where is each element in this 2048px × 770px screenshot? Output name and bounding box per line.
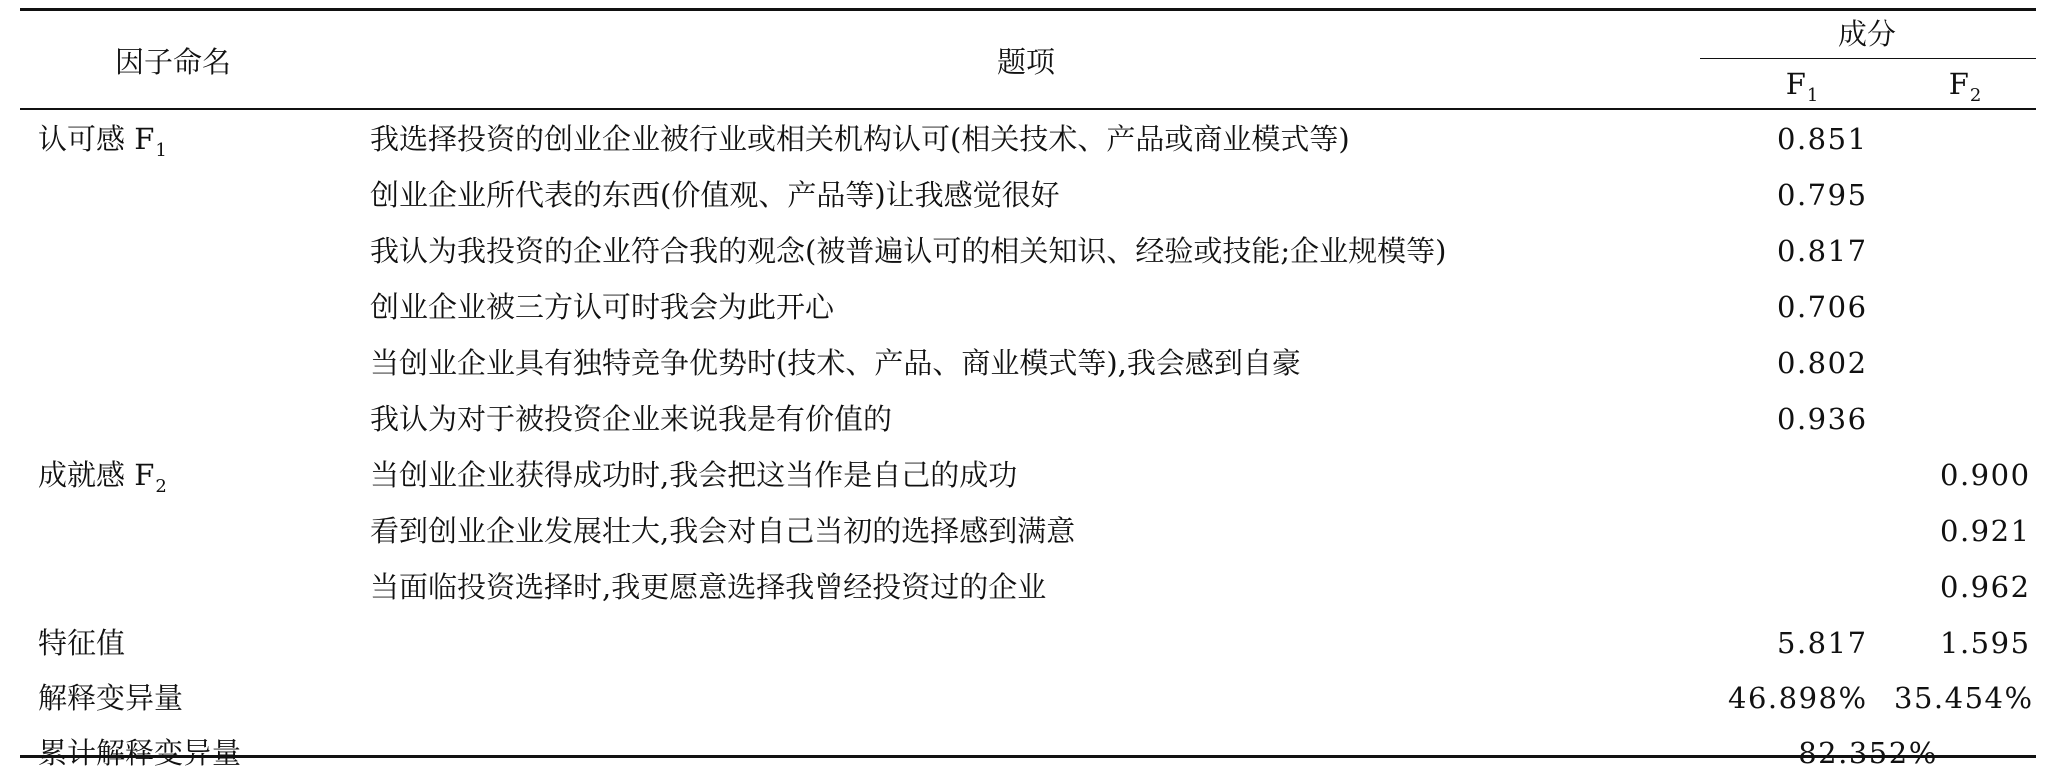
table-row-f2-value: 0.921 [1940, 514, 2031, 548]
summary-variance-label: 解释变异量 [38, 681, 184, 715]
header-factor-name: 因子命名 [115, 45, 232, 79]
bottom-rule [20, 755, 2036, 758]
header-f1-main: F [1785, 67, 1806, 101]
summary-eigen-f2: 1.595 [1940, 626, 2031, 660]
summary-variance-f1: 46.898% [1728, 681, 1868, 715]
table-row-f1-value: 0.795 [1777, 178, 1868, 212]
factor-loading-table [20, 8, 2036, 770]
summary-variance-f2: 35.454% [1894, 681, 2034, 715]
table-row-f1-value: 0.851 [1777, 122, 1868, 156]
table-row-item: 看到创业企业发展壮大,我会对自己当初的选择感到满意 [370, 514, 1076, 548]
table-row-item: 我选择投资的创业企业被行业或相关机构认可(相关技术、产品或商业模式等) [370, 122, 1350, 156]
table-row-item: 创业企业被三方认可时我会为此开心 [370, 290, 835, 324]
factor-label-sub: 2 [155, 476, 167, 497]
table-row-f1-value: 0.706 [1777, 290, 1868, 324]
table-row-f1-value: 0.936 [1777, 402, 1868, 436]
factor-label-main: 认可感 F [38, 122, 155, 156]
header-f1-sub: 1 [1806, 85, 1819, 106]
factor-label-achievement [38, 458, 167, 497]
summary-cumulative-value: 82.352% [1798, 736, 1938, 770]
top-rule [20, 8, 2036, 11]
header-component: 成分 [1837, 17, 1897, 51]
table-row-f2-value: 0.962 [1940, 570, 2031, 604]
factor-label-sub: 1 [155, 140, 167, 161]
table-row-item: 当创业企业获得成功时,我会把这当作是自己的成功 [370, 458, 1018, 492]
factor-label-main: 成就感 F [38, 458, 155, 492]
table-row-item: 我认为我投资的企业符合我的观念(被普遍认可的相关知识、经验或技能;企业规模等) [370, 234, 1447, 268]
table-row-item: 创业企业所代表的东西(价值观、产品等)让我感觉很好 [370, 178, 1060, 212]
table-row-f1-value: 0.817 [1777, 234, 1868, 268]
table-row-item: 当创业企业具有独特竞争优势时(技术、产品、商业模式等),我会感到自豪 [370, 346, 1301, 380]
table-row-item: 我认为对于被投资企业来说我是有价值的 [370, 402, 893, 436]
factor-label-recognition [38, 122, 167, 161]
summary-eigen-f1: 5.817 [1777, 626, 1868, 660]
header-rule [20, 108, 2036, 110]
table-row-f2-value: 0.900 [1940, 458, 2031, 492]
component-rule [1700, 58, 2036, 59]
table-row-item: 当面临投资选择时,我更愿意选择我曾经投资过的企业 [370, 570, 1047, 604]
summary-cumulative-label: 累计解释变异量 [38, 736, 242, 770]
summary-eigen-label: 特征值 [38, 626, 126, 660]
table-row-f1-value: 0.802 [1777, 346, 1868, 380]
header-f1 [1785, 67, 1819, 106]
header-f2-sub: 2 [1969, 85, 1982, 106]
header-item: 题项 [996, 45, 1056, 79]
header-f2 [1948, 67, 1982, 106]
header-f2-main: F [1948, 67, 1969, 101]
